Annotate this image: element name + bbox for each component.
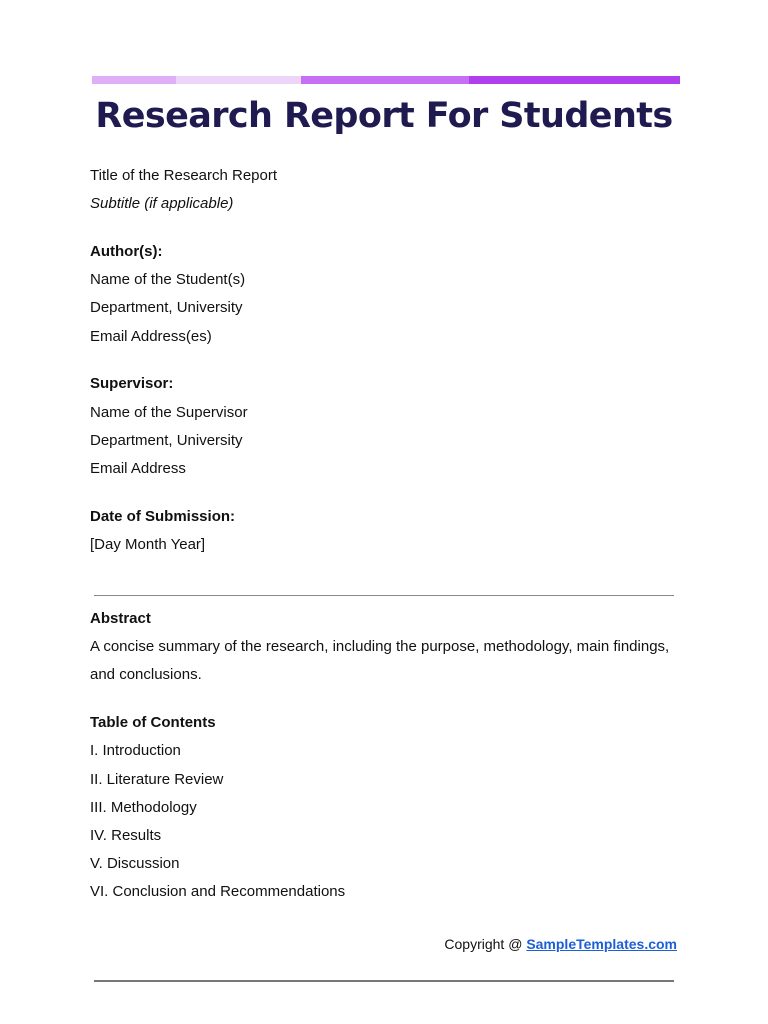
abstract-heading: Abstract [90,610,151,627]
footer-divider [94,980,674,982]
page-title: Research Report For Students [95,96,673,136]
toc-item: I. Introduction [90,742,181,760]
report-title-placeholder: Title of the Research Report [90,167,278,184]
copyright-prefix: Copyright @ [444,936,527,952]
supervisor-line: Name of the Supervisor [90,403,248,421]
accent-segment [469,76,680,84]
submission-heading: Date of Submission: [90,507,236,525]
toc-item: V. Discussion [90,855,180,873]
accent-segment [92,76,176,84]
report-details [90,162,680,559]
spacer [90,690,680,710]
supervisor-line: Email Address [90,460,186,478]
author-line: Department, University [90,299,243,317]
spacer [90,218,680,238]
author-line: Name of the Student(s) [90,271,246,289]
abstract-text: A concise summary of the research, including the purpose, methodology, main findings, and conclusions. [90,638,670,684]
toc-item: VI. Conclusion and Recommendations [90,883,346,901]
section-divider [94,595,674,596]
author-line: Email Address(es) [90,327,212,345]
authors-heading: Author(s): [90,243,163,260]
submission-date: [Day Month Year] [90,536,206,554]
accent-bar [92,76,680,84]
accent-segment [176,76,301,84]
spacer [90,483,680,503]
abstract-and-toc [90,605,680,907]
supervisor-heading: Supervisor: [90,375,174,393]
spacer [90,351,680,371]
accent-segment [301,76,469,84]
toc-item: II. Literature Review [90,770,224,788]
toc-heading: Table of Contents [90,714,216,732]
toc-item: IV. Results [90,827,162,845]
copyright-notice [444,934,677,954]
sampletemplates-link[interactable]: SampleTemplates.com [526,936,677,952]
toc-item: III. Methodology [90,798,197,816]
report-subtitle-placeholder: Subtitle (if applicable) [90,195,234,213]
supervisor-line: Department, University [90,431,243,449]
